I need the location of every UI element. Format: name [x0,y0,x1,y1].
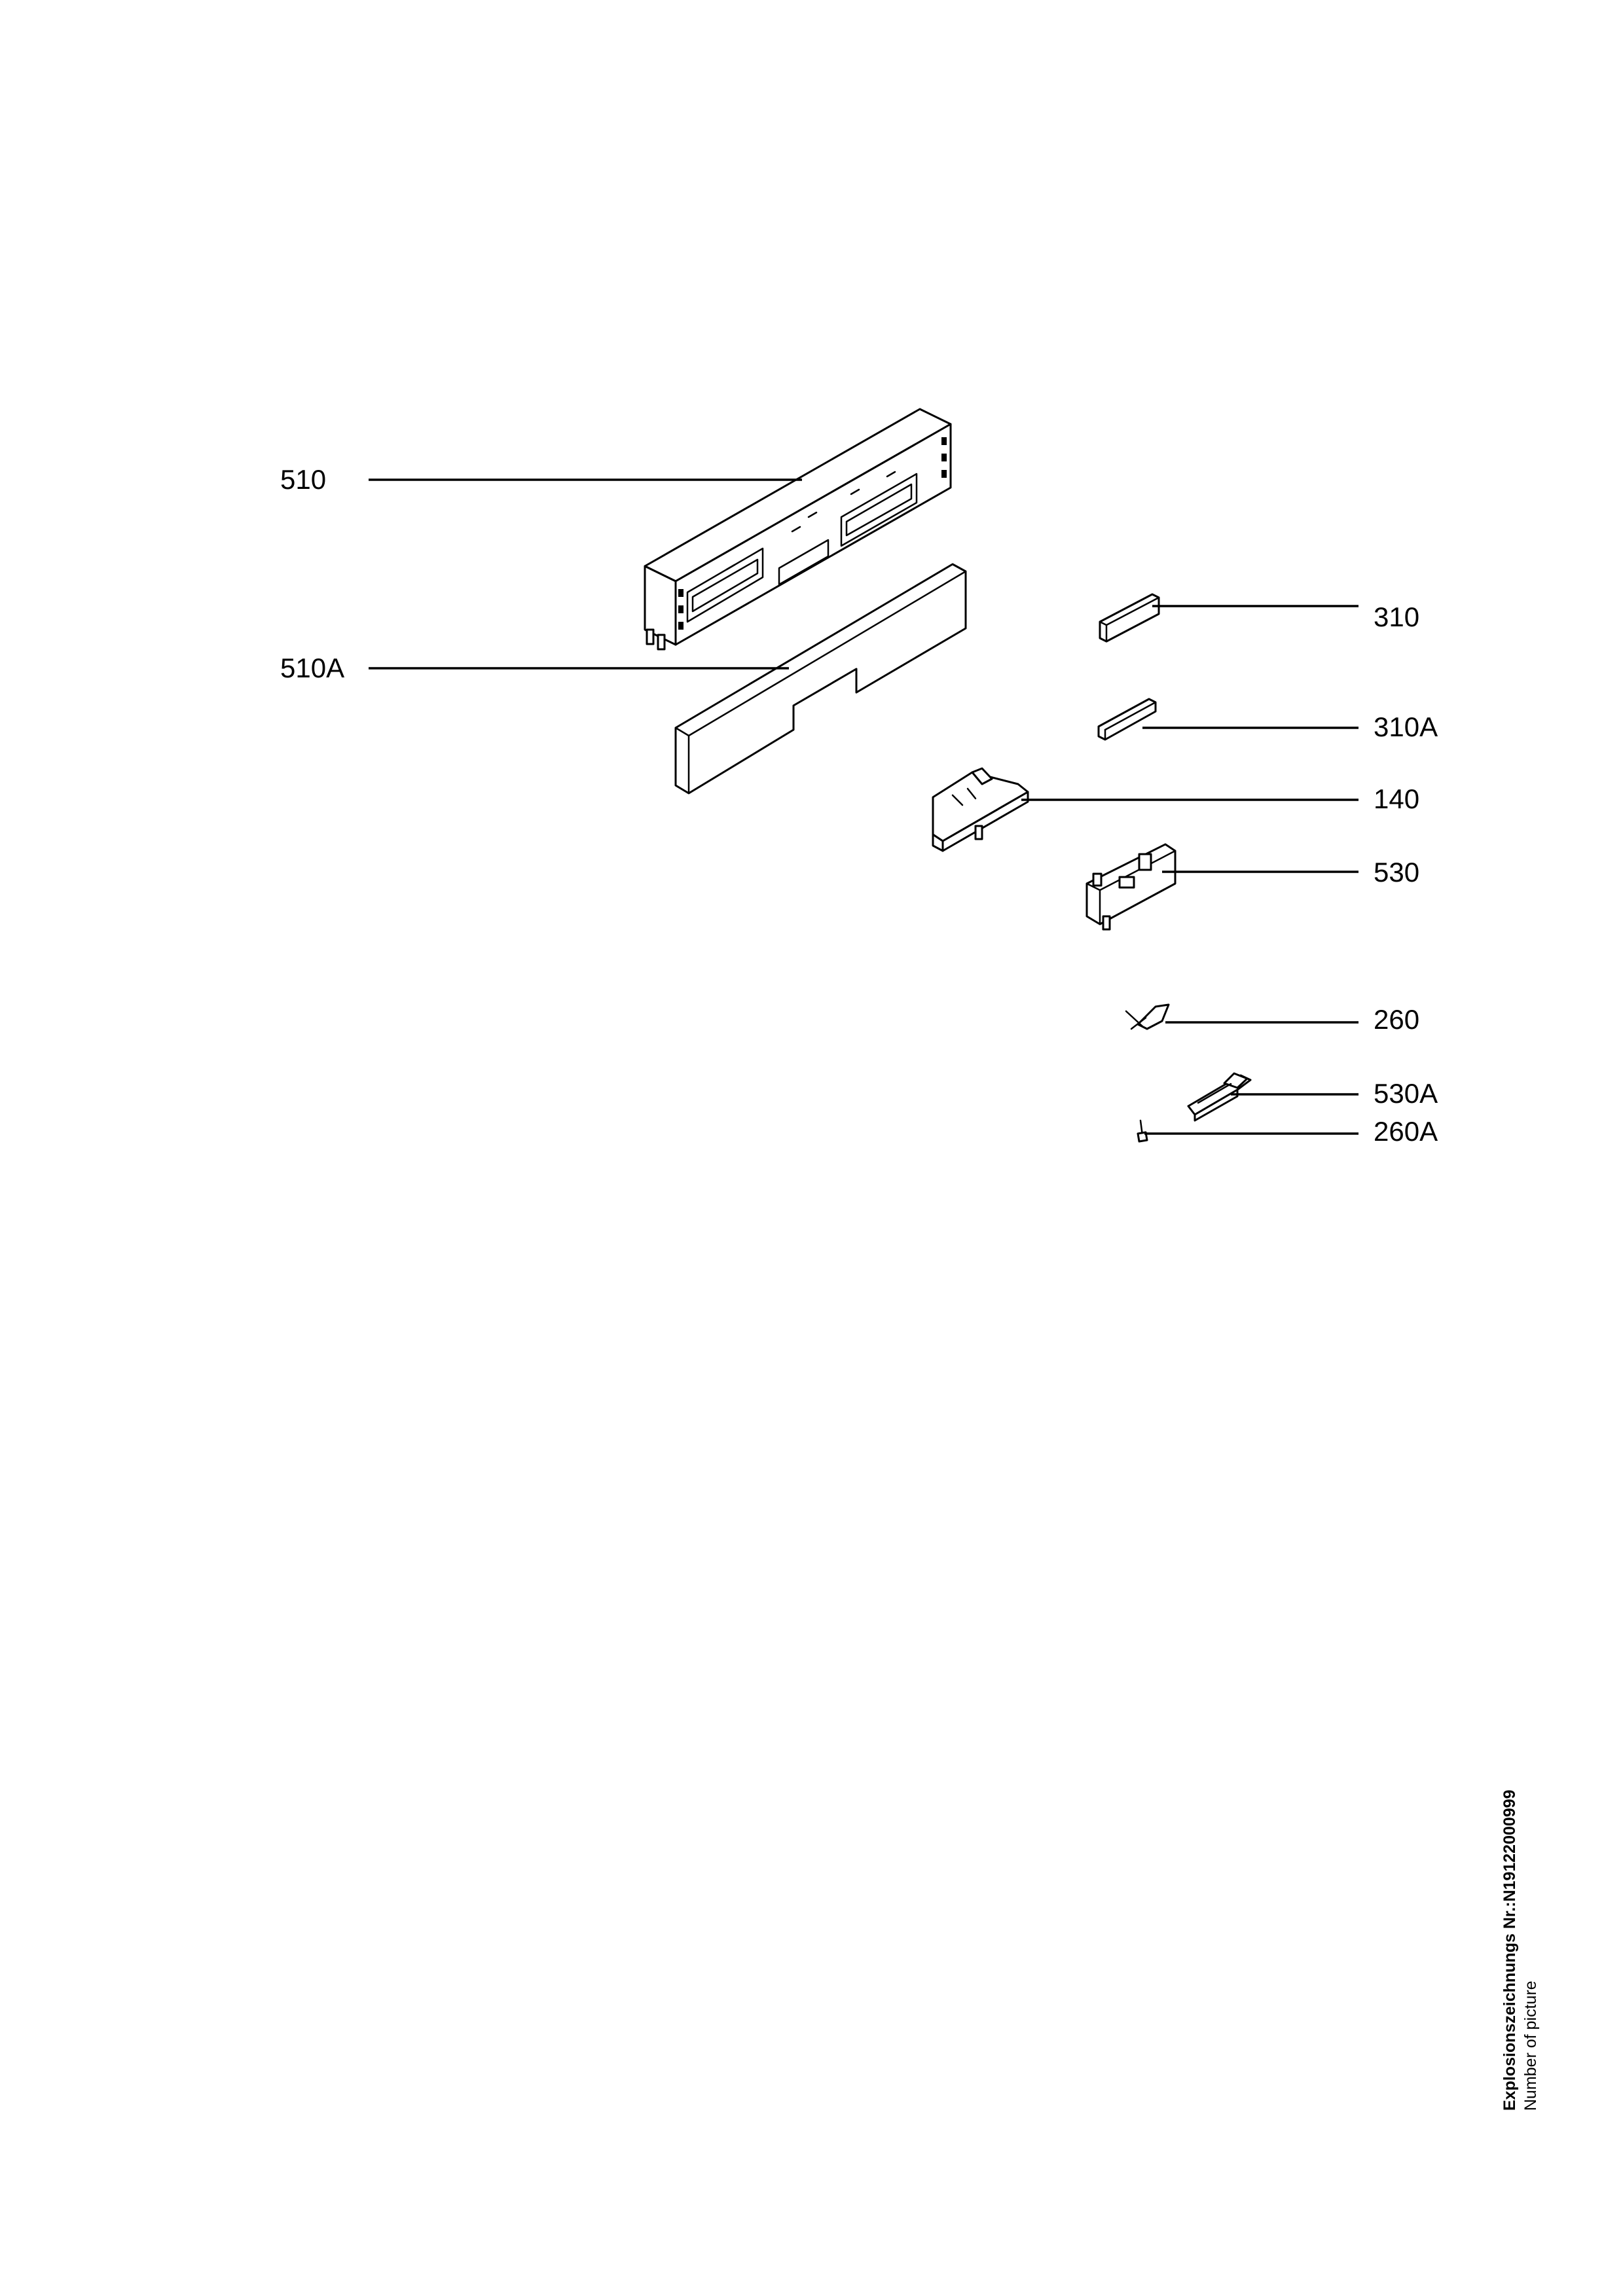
callout-260A: 260A [1374,1116,1438,1147]
callout-530A: 530A [1374,1078,1438,1109]
callout-140: 140 [1374,783,1420,814]
part-140-lever [933,768,1028,851]
part-530-switch-holder [1087,844,1175,929]
callout-260: 260 [1374,1004,1420,1035]
callout-530: 530 [1374,857,1420,888]
part-260A-pin [1138,1121,1147,1141]
callout-510: 510 [280,464,327,495]
drawing-footer [1499,1770,1552,2111]
callout-310A: 310A [1374,711,1438,742]
part-310-button [1100,594,1159,641]
drawing-number: Explosionszeichnungs Nr.:N19122000999 [1501,1789,1519,2111]
part-530A-slider [1188,1073,1250,1121]
callout-510A: 510A [280,653,345,683]
part-260-clip [1126,1005,1169,1029]
picture-label: Number of picture [1522,1981,1540,2111]
callout-310: 310 [1374,601,1420,632]
part-310A-strip [1099,699,1156,740]
